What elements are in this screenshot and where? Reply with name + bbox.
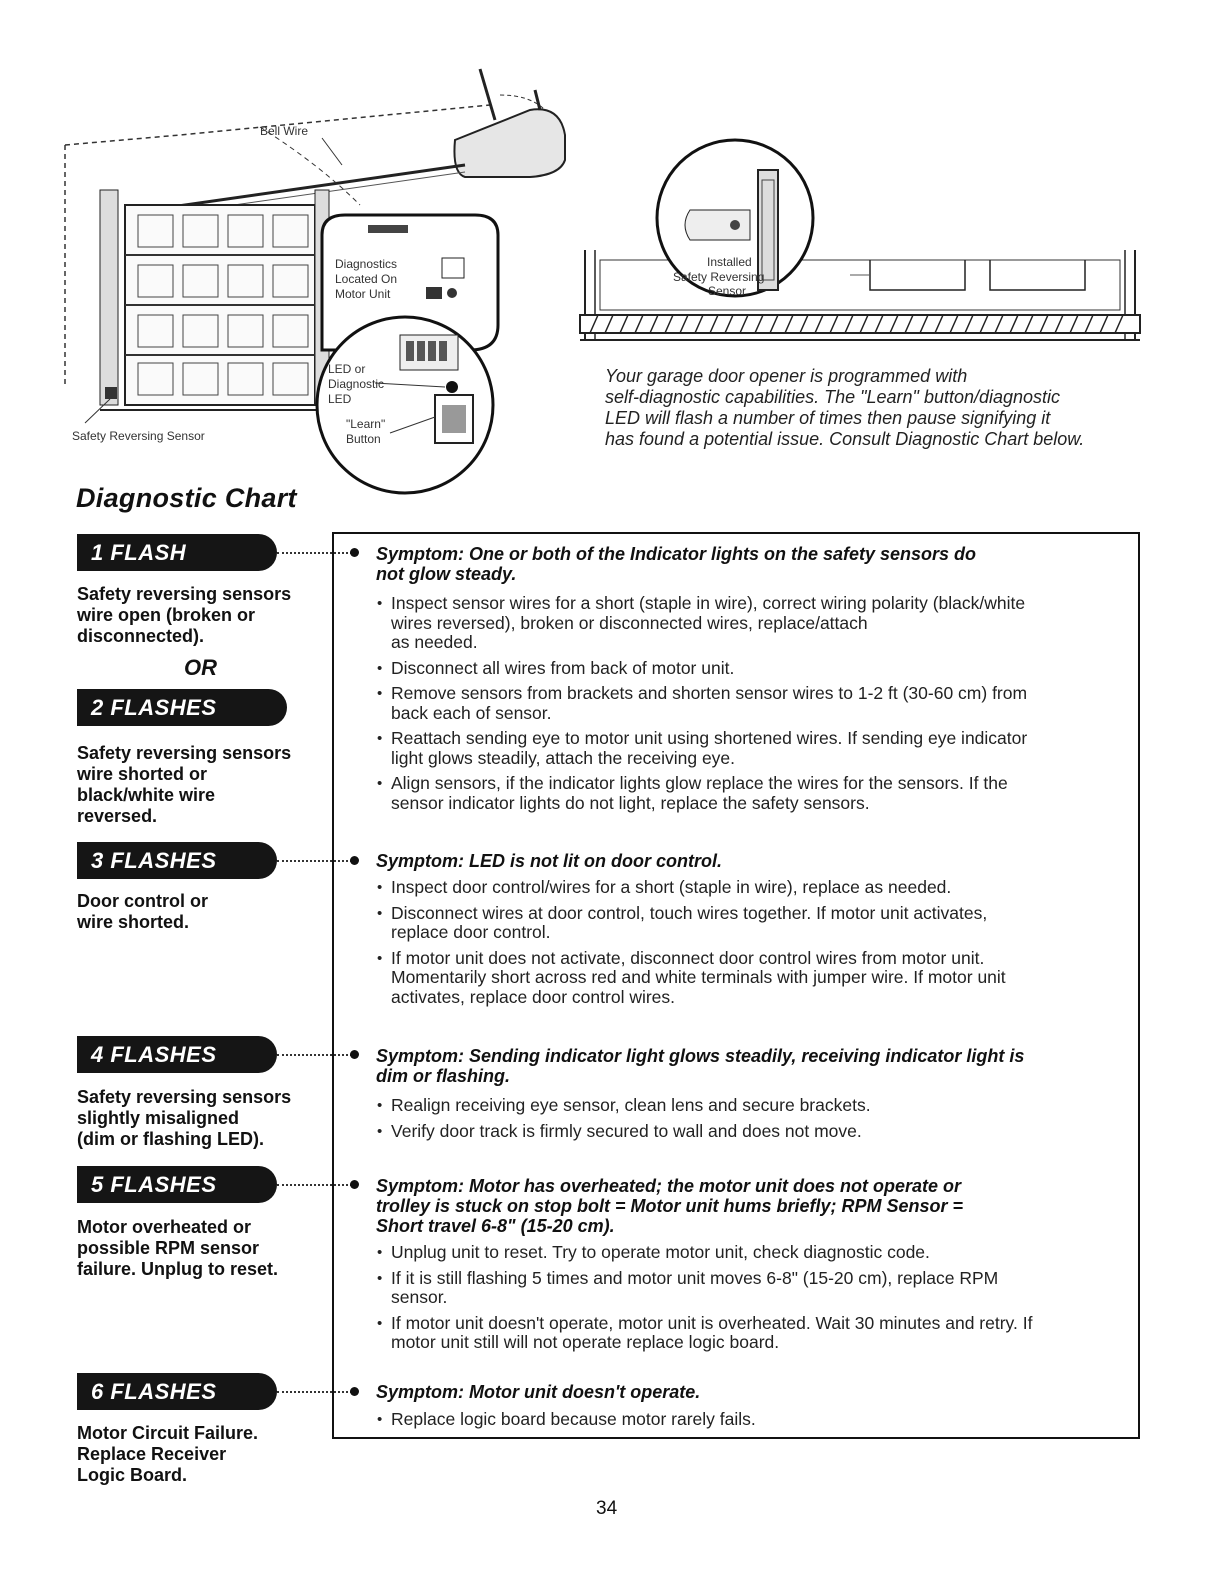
safety-sensor-icon	[105, 387, 117, 399]
symptom-line: Symptom: Motor has overheated; the motor unit does not operate or	[376, 1176, 962, 1196]
symptom-line: Symptom: Motor unit doesn't operate.	[376, 1382, 701, 1402]
symptom-line: Symptom: One or both of the Indicator lights on the safety sensors do	[376, 544, 977, 564]
installed-sensor-callout	[657, 140, 813, 298]
badge-3-flashes: 3 FLASHES	[77, 842, 277, 879]
code-5-description	[77, 1217, 278, 1280]
symptom-5-steps	[376, 1410, 1126, 1436]
step-item	[376, 1122, 1126, 1142]
desc-line: disconnected).	[77, 626, 205, 646]
step-line: • If motor unit doesn't operate, motor unit is overheated. Wait 30 minutes and retry. If	[391, 1312, 1033, 1333]
learn-label-1: "Learn"	[346, 417, 386, 431]
symptom-5-title	[376, 1382, 1126, 1402]
step-line: • Disconnect all wires from back of motor unit.	[391, 657, 735, 678]
leader-line	[277, 1054, 352, 1056]
step-line: back each of sensor.	[391, 702, 552, 723]
desc-line: wire shorted.	[77, 912, 190, 932]
step-line: Momentarily short across red and white terminals with jumper wire. If motor unit	[391, 967, 1006, 987]
step-item	[376, 729, 1126, 768]
caption-line: has found a potential issue. Consult Diagnostic Chart below.	[605, 429, 1085, 449]
step-item	[376, 1243, 1126, 1263]
symptom-line: Symptom: Sending indicator light glows steadily, receiving indicator light is	[376, 1046, 1025, 1066]
leader-line	[277, 1184, 352, 1186]
step-line: • If it is still flashing 5 times and motor unit moves 6-8" (15-20 cm), replace RPM	[391, 1267, 999, 1288]
installed-label-3: Sensor	[708, 284, 747, 298]
symptom-4-title	[376, 1176, 1126, 1236]
symptom-line: trolley is stuck on stop bolt = Motor unit hums briefly; RPM Sensor =	[376, 1196, 964, 1216]
leader-dot	[350, 1180, 359, 1189]
led-label-3: LED	[328, 392, 352, 406]
desc-line: Safety reversing sensors	[77, 743, 292, 763]
symptom-line: not glow steady.	[376, 564, 517, 584]
symptom-4-steps	[376, 1243, 1126, 1359]
step-line: • Realign receiving eye sensor, clean lens and secure brackets.	[391, 1095, 871, 1115]
caption-line: self-diagnostic capabilities. The "Learn" button/diagnostic	[605, 387, 1061, 407]
diagnostics-label-3: Motor Unit	[335, 287, 391, 301]
step-line: • Replace logic board because motor rarely fails.	[391, 1409, 756, 1429]
desc-line: possible RPM sensor	[77, 1238, 260, 1258]
step-item	[376, 1314, 1126, 1353]
desc-line: Replace Receiver	[77, 1444, 227, 1464]
badge-4-flashes: 4 FLASHES	[77, 1036, 277, 1073]
leader-dot	[350, 1387, 359, 1396]
desc-line: failure. Unplug to reset.	[77, 1259, 279, 1279]
desc-line: reversed.	[77, 806, 158, 826]
badge-5-flashes: 5 FLASHES	[77, 1166, 277, 1203]
caption-line: Your garage door opener is programmed with	[605, 366, 968, 386]
step-line: • Inspect sensor wires for a short (staple in wire), correct wiring polarity (black/white	[391, 593, 1026, 613]
step-item	[376, 1410, 1126, 1430]
step-line: as needed.	[391, 632, 478, 652]
step-line: • Reattach sending eye to motor unit using shortened wires. If sending eye indicator	[391, 728, 1028, 748]
magnified-led-callout	[317, 317, 493, 493]
desc-line: wire shorted or	[77, 764, 208, 784]
step-line: wires reversed), broken or disconnected wires, replace/attach	[391, 612, 868, 633]
desc-line: Safety reversing sensors	[77, 1087, 292, 1107]
step-line: • If motor unit does not activate, disconnect door control wires from motor unit.	[391, 947, 985, 968]
bell-wire-label: Bell Wire	[260, 124, 309, 138]
page-number: 34	[596, 1498, 618, 1519]
leader-dot	[350, 548, 359, 557]
step-item	[376, 774, 1126, 813]
led-label-2: Diagnostic	[328, 377, 385, 391]
leader-dot	[350, 1050, 359, 1059]
chart-title: Diagnostic Chart	[76, 483, 297, 513]
step-item	[376, 1096, 1126, 1116]
or-separator: OR	[184, 655, 217, 680]
desc-line: (dim or flashing LED).	[77, 1129, 264, 1149]
symptom-line: dim or flashing.	[376, 1066, 511, 1086]
installed-label-1: Installed	[707, 255, 752, 269]
learn-label-2: Button	[346, 432, 381, 446]
code-1-description	[77, 584, 291, 647]
installed-label-2: Safety Reversing	[673, 270, 765, 284]
motor-unit	[454, 69, 565, 177]
leader-line	[277, 860, 352, 862]
symptom-3-title	[376, 1046, 1126, 1086]
code-4-description	[77, 1087, 291, 1150]
step-line: • Remove sensors from brackets and shorten sensor wires to 1-2 ft (30-60 cm) from	[391, 683, 1028, 703]
symptom-1-steps	[376, 594, 1126, 819]
symptom-line: Short travel 6-8" (15-20 cm).	[376, 1216, 615, 1236]
symptom-line: Symptom: LED is not lit on door control.	[376, 851, 722, 871]
step-item	[376, 1269, 1126, 1308]
symptom-2-title	[376, 851, 1126, 871]
garage-door-illustration	[60, 65, 580, 495]
badge-6-flashes: 6 FLASHES	[77, 1373, 277, 1410]
desc-line: wire open (broken or	[77, 605, 256, 625]
step-line: • Disconnect wires at door control, touch wires together. If motor unit activates,	[391, 902, 988, 923]
intro-caption	[605, 366, 1165, 450]
step-item	[376, 904, 1126, 943]
step-line: replace door control.	[391, 922, 551, 942]
desc-line: slightly misaligned	[77, 1108, 240, 1128]
code-6-description	[77, 1423, 258, 1486]
step-line: • Unplug unit to reset. Try to operate motor unit, check diagnostic code.	[391, 1242, 930, 1262]
badge-2-flashes: 2 FLASHES	[77, 689, 287, 726]
garage-door	[100, 190, 330, 410]
symptom-1-title	[376, 544, 1126, 584]
desc-line: Safety reversing sensors	[77, 584, 292, 604]
desc-line: Door control or	[77, 891, 208, 911]
diagnostics-label-1: Diagnostics	[335, 257, 398, 271]
diagnostics-label-2: Located On	[335, 272, 398, 286]
step-item	[376, 684, 1126, 723]
led-label-1: LED or	[328, 362, 366, 376]
safety-sensor-label: Safety Reversing Sensor	[72, 429, 205, 443]
step-line: • Inspect door control/wires for a short (staple in wire), replace as needed.	[391, 877, 952, 897]
step-line: motor unit still will not operate replace logic board.	[391, 1332, 780, 1352]
symptom-3-steps	[376, 1096, 1126, 1147]
code-3-description	[77, 891, 208, 933]
desc-line: Logic Board.	[77, 1465, 188, 1485]
step-item	[376, 949, 1126, 1008]
step-line: • Align sensors, if the indicator lights glow replace the wires for the sensors. If the	[391, 773, 1008, 793]
leader-line	[277, 552, 352, 554]
step-item	[376, 594, 1126, 653]
desc-line: Motor overheated or	[77, 1217, 252, 1237]
leader-dot	[350, 856, 359, 865]
step-line: • Verify door track is firmly secured to wall and does not move.	[391, 1120, 862, 1141]
symptom-2-steps	[376, 878, 1126, 1013]
step-line: sensor indicator lights do not light, replace the safety sensors.	[391, 792, 870, 813]
step-line: activates, replace door control wires.	[391, 986, 676, 1007]
step-item	[376, 659, 1126, 679]
desc-line: Motor Circuit Failure.	[77, 1423, 259, 1443]
desc-line: black/white wire	[77, 785, 216, 805]
step-item	[376, 878, 1126, 898]
installed-sensor-illustration	[570, 130, 1150, 360]
step-line: sensor.	[391, 1287, 448, 1307]
code-2-description	[77, 743, 291, 827]
caption-line: LED will flash a number of times then pause signifying it	[605, 408, 1051, 428]
badge-1-flash: 1 FLASH	[77, 534, 277, 571]
leader-line	[277, 1391, 352, 1393]
step-line: light glows steadily, attach the receiving eye.	[391, 747, 736, 768]
